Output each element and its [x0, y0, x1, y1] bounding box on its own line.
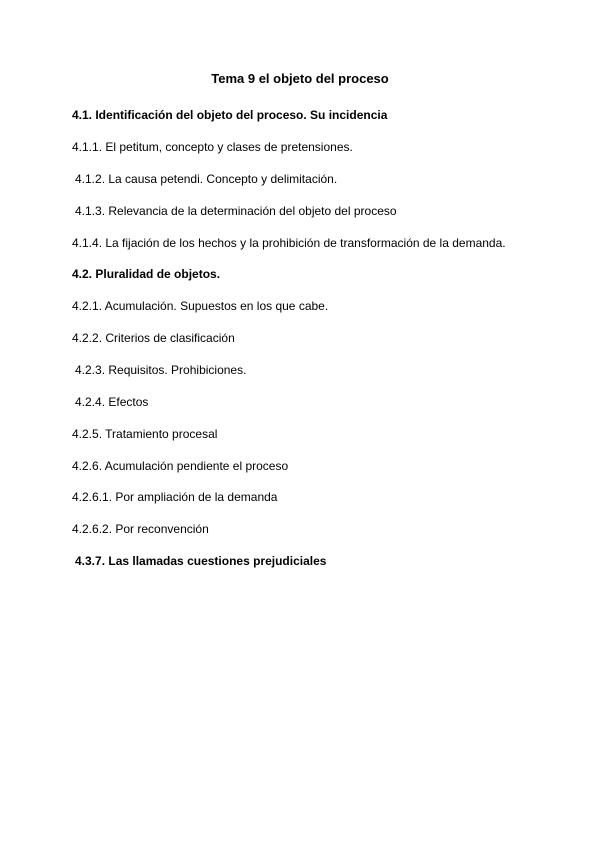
subsection-4-2-5: 4.2.5. Tratamiento procesal — [72, 427, 218, 441]
section-heading-4-2: 4.2. Pluralidad de objetos. — [72, 267, 221, 281]
document-title: Tema 9 el objeto del proceso — [211, 71, 389, 86]
section-heading-4-3-7: 4.3.7. Las llamadas cuestiones prejudiciales — [75, 554, 327, 568]
subsection-4-1-1: 4.1.1. El petitum, concepto y clases de pretensiones. — [72, 140, 353, 154]
subsection-4-2-6: 4.2.6. Acumulación pendiente el proceso — [72, 459, 289, 473]
subsection-4-2-2: 4.2.2. Criterios de clasificación — [72, 331, 235, 345]
subsection-4-2-6-2: 4.2.6.2. Por reconvención — [72, 522, 209, 536]
subsection-4-1-4: 4.1.4. La fijación de los hechos y la prohibición de transformación de la demanda. — [72, 236, 506, 250]
section-heading-4-1: 4.1. Identificación del objeto del proceso. Su incidencia — [72, 108, 388, 122]
subsection-4-2-6-1: 4.2.6.1. Por ampliación de la demanda — [72, 490, 278, 504]
subsection-4-2-1: 4.2.1. Acumulación. Supuestos en los que cabe. — [72, 299, 329, 313]
subsection-4-1-3: 4.1.3. Relevancia de la determinación del objeto del proceso — [75, 204, 397, 218]
subsection-4-1-2: 4.1.2. La causa petendi. Concepto y delimitación. — [75, 172, 338, 186]
subsection-4-2-4: 4.2.4. Efectos — [75, 395, 149, 409]
subsection-4-2-3: 4.2.3. Requisitos. Prohibiciones. — [75, 363, 247, 377]
